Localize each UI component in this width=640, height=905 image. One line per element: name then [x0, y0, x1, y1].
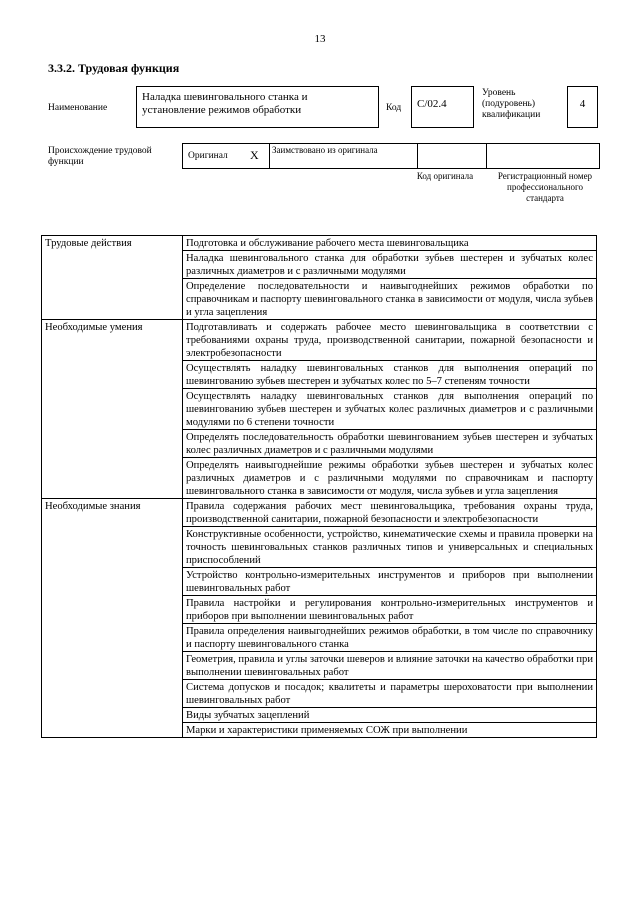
name-label: Наименование — [48, 103, 108, 113]
level-value: 4 — [567, 86, 598, 128]
category-cell: Необходимые знания — [42, 499, 183, 738]
code-caption: Код оригинала — [416, 171, 474, 181]
item-cell: Наладка шевинговального станка для обработки зубьев шестерен и зубчатых колес различных диаметров и с различными модулями — [183, 251, 597, 279]
item-cell: Осуществлять наладку шевинговальных станков для выполнения операций по шевингованию зубьев шестерен и зубчатых колес по 5–7 степеням точности — [183, 361, 597, 389]
borrowed-label: Заимствовано из оригинала — [272, 145, 378, 155]
table-row — [42, 499, 597, 527]
original-mark: X — [250, 148, 259, 162]
item-cell: Правила настройки и регулирования контрольно-измерительных инструментов и приборов при выполнении шевинговальных работ — [183, 596, 597, 624]
item-cell: Осуществлять наладку шевинговальных станков для выполнения операций по шевингованию зубьев шестерен и зубчатых колес различных диаметров и с различными модулями по 6 степени точности — [183, 389, 597, 430]
item-cell: Система допусков и посадок; квалитеты и параметры шероховатости при выполнении шевинговальных работ — [183, 680, 597, 708]
page-number: 13 — [314, 33, 326, 45]
item-cell: Правила содержания рабочих мест шевинговальщика, требования охраны труда, производственной санитарии, пожарной безопасности и электробезопасности — [183, 499, 597, 527]
item-cell: Подготовка и обслуживание рабочего места шевинговальщика — [183, 236, 597, 251]
table-row — [42, 320, 597, 361]
function-table — [41, 235, 597, 738]
item-cell: Марки и характеристики применяемых СОЖ при выполнении — [183, 723, 597, 738]
item-cell: Устройство контрольно-измерительных инструментов и приборов при выполнении шевинговальных работ — [183, 568, 597, 596]
original-label: Оригинал — [188, 151, 228, 161]
item-cell: Виды зубчатых зацеплений — [183, 708, 597, 723]
item-cell: Определять наивыгоднейшие режимы обработки зубьев шестерен и зубчатых колес различных диаметров и с различными модулями по справочникам и паспорту шевинговального станка в зависимости от модуля, числа зубьев и угла зацепления — [183, 458, 597, 499]
item-cell: Определять последовательность обработки шевингованием зубьев шестерен и зубчатых колес различных диаметров и с различными модулями — [183, 430, 597, 458]
code-label: Код — [386, 103, 402, 113]
item-cell: Определение последовательности и наивыгоднейших режимов обработки по справочникам и паспорту шевинговального станка в зависимости от модуля, числа зубьев и угла зацепления — [183, 279, 597, 320]
code-value: С/02.4 — [411, 86, 474, 128]
category-cell: Необходимые умения — [42, 320, 183, 499]
origin-label: Происхождение трудовой функции — [48, 146, 152, 167]
item-cell: Подготавливать и содержать рабочее место шевинговальщика в соответствии с требованиями охраны труда, производственной санитарии, пожарной безопасности и электробезопасности — [183, 320, 597, 361]
section-title: 3.3.2. Трудовая функция — [48, 61, 180, 75]
item-cell: Геометрия, правила и углы заточки шеверов и влияние заточки на качество обработки при выполнении шевинговальных работ — [183, 652, 597, 680]
origin-box — [182, 143, 600, 169]
item-cell: Правила определения наивыгоднейших режимов обработки, в том числе по справочнику и паспорту шевинговального станка — [183, 624, 597, 652]
reg-caption: Регистрационный номер профессионального стандарта — [497, 171, 593, 203]
category-cell: Трудовые действия — [42, 236, 183, 320]
table-row — [42, 236, 597, 251]
function-name: Наладка шевинговального станка и установление режимов обработки — [136, 86, 379, 128]
level-label: Уровень (подуровень) квалификации — [482, 88, 541, 120]
item-cell: Конструктивные особенности, устройство, кинематические схемы и правила проверки на точность шевинговальных станков различных типов и универсальных и специальных приспособлений — [183, 527, 597, 568]
